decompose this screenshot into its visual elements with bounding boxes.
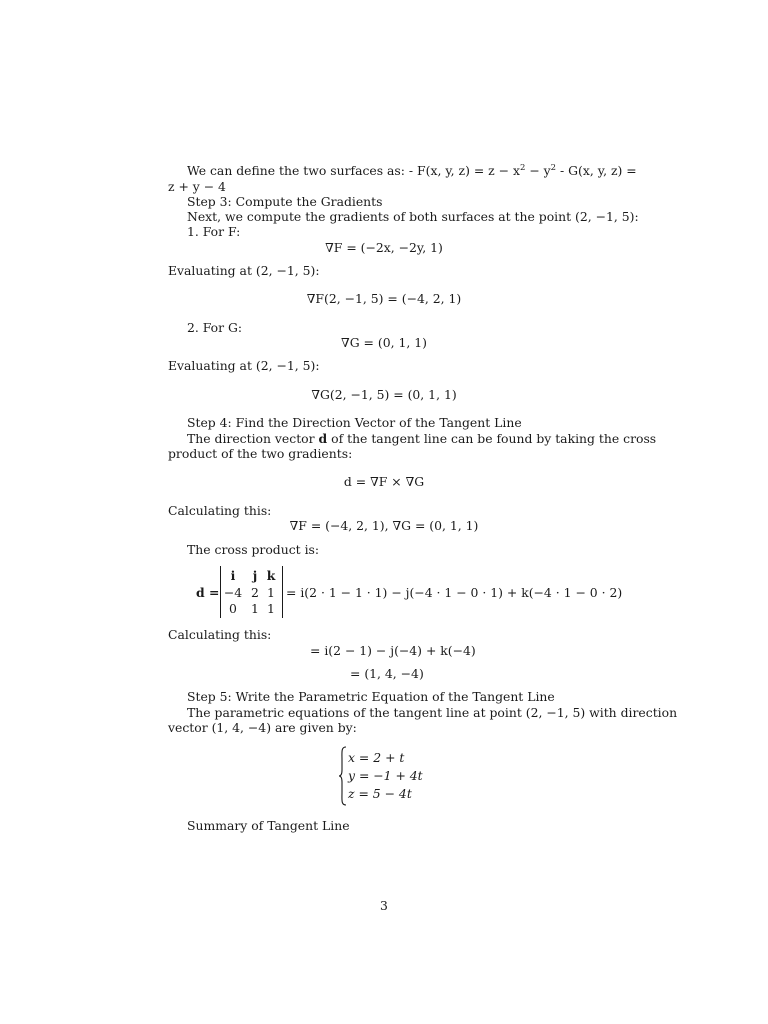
page-number: 3 (380, 898, 388, 913)
calculating-label-1: Calculating this: (168, 503, 272, 518)
intro-line-1: We can define the two surfaces as: - F(x, y, $z) = z - x^2 - y^2 - G(x$, y, z) = (187, 163, 637, 178)
determinant-right-bar (282, 566, 283, 618)
matrix-cell: −4 (223, 585, 243, 600)
step4-text-2: product of the two gradients: (168, 446, 353, 461)
calculating-label-2: Calculating this: (168, 627, 272, 642)
step3-text: Next, we compute the gradients of both surfaces at the point (2, −1, 5): (187, 209, 639, 224)
summary-heading: Summary of Tangent Line (187, 818, 350, 833)
step5-text-1: The parametric equations of the tangent line at point (2, −1, 5) with direction (187, 705, 678, 720)
matrix-cell: j (252, 568, 258, 583)
parametric-eq-z: z = 5 − 4t (348, 786, 412, 801)
evaluate-label-1: Evaluating at (2, −1, 5): (168, 263, 320, 278)
parametric-system (338, 746, 458, 806)
parametric-eq-x: x = 2 + t (348, 750, 405, 765)
equation-grad-g: ∇G = (0, 1, 1) (341, 335, 427, 350)
step3-item-2: 2. For G: (187, 320, 243, 335)
result-line-2: = (1, 4, −4) (350, 666, 424, 681)
equation-grad-f: ∇F = (−2x, −2y, 1) (325, 240, 443, 255)
parametric-eq-y: y = −1 + 4t (348, 768, 423, 783)
matrix-cell: 0 (229, 601, 237, 616)
cross-product-intro: The cross product is: (187, 542, 320, 557)
matrix-cell: i (230, 568, 236, 583)
determinant-expansion: = i(2 · 1 − 1 · 1) − j(−4 · 1 − 0 · 1) + k(−4 · 1 − 0 · 2) (286, 585, 623, 600)
step5-text-2: vector (1, 4, −4) are given by: (168, 720, 357, 735)
matrix-cell: 1 (267, 601, 275, 616)
equation-grad-g-eval: ∇G(2, −1, 5) = (0, 1, 1) (311, 387, 457, 402)
step4-heading: Step 4: Find the Direction Vector of the Tangent Line (187, 415, 522, 430)
evaluate-label-2: Evaluating at (2, −1, 5): (168, 358, 320, 373)
intro-line-2: z + y − 4 (168, 179, 226, 194)
determinant-left-bar (220, 566, 221, 618)
equation-gradients: ∇F = (−4, 2, 1), ∇G = (0, 1, 1) (289, 518, 479, 533)
matrix-cell: 2 (251, 585, 259, 600)
matrix-cell: 1 (251, 601, 259, 616)
equation-grad-f-eval: ∇F(2, −1, 5) = (−4, 2, 1) (306, 291, 462, 306)
determinant-lhs: d = (196, 585, 220, 600)
step5-heading: Step 5: Write the Parametric Equation of the Tangent Line (187, 689, 555, 704)
matrix-cell: k (266, 568, 276, 583)
result-line-1: = i(2 − 1) − j(−4) + k(−4) (310, 643, 476, 658)
equation-direction: d = ∇F × ∇G (343, 474, 425, 489)
matrix-cell: 1 (267, 585, 275, 600)
step3-item-1: 1. For F: (187, 224, 241, 239)
step3-heading: Step 3: Compute the Gradients (187, 194, 383, 209)
step4-text-1: The direction vector d of the tangent line can be found by taking the cross (187, 431, 657, 446)
left-brace (338, 746, 348, 806)
